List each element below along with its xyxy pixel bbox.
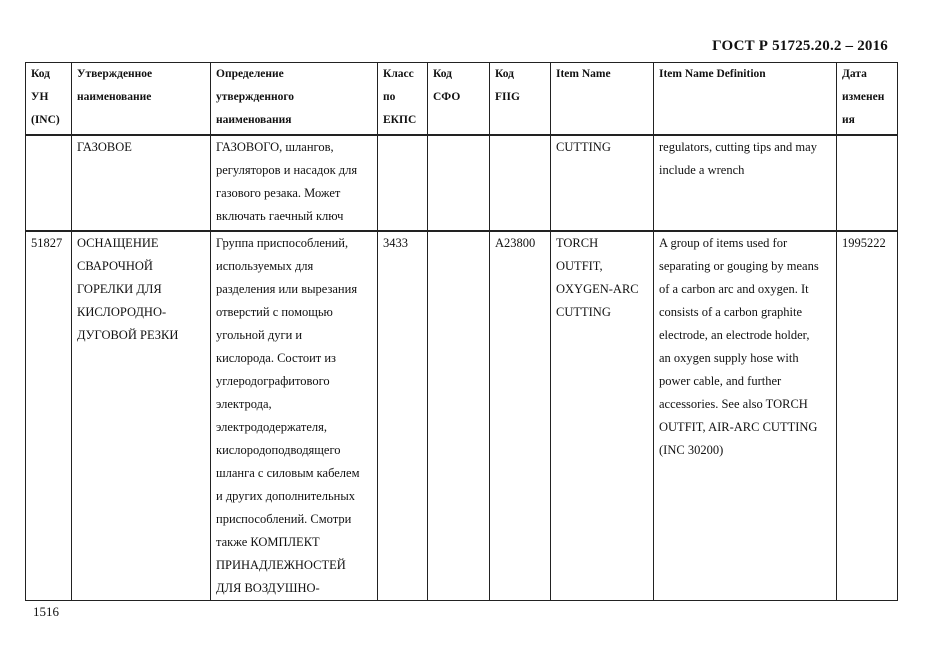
header-line: Утвержденное bbox=[77, 68, 153, 80]
cell-line: угольной дуги и bbox=[216, 328, 303, 342]
cell-class bbox=[378, 231, 428, 601]
cell-line: 3433 bbox=[383, 236, 408, 250]
cell-line: отверстий с помощью bbox=[216, 305, 333, 319]
cell-line: газового резака. Может bbox=[216, 186, 341, 200]
cell-name-ru bbox=[72, 135, 211, 231]
cell-line: OXYGEN-ARC bbox=[556, 282, 639, 296]
cell-line: electrode, an electrode holder, bbox=[659, 328, 810, 342]
cell-line: электрода, bbox=[216, 397, 272, 411]
cell-line: ГАЗОВОГО, шлангов, bbox=[216, 140, 334, 154]
header-line: наименование bbox=[77, 91, 152, 103]
cell-line: accessories. See also TORCH bbox=[659, 397, 808, 411]
header-line: наименования bbox=[216, 114, 292, 126]
table-header-row bbox=[26, 63, 898, 136]
header-line: изменен bbox=[842, 91, 885, 103]
cell-line: 51827 bbox=[31, 236, 63, 250]
cell-line: кислородоподводящего bbox=[216, 443, 341, 457]
cell-line: OUTFIT, bbox=[556, 259, 603, 273]
document-code: ГОСТ Р 51725.20.2 – 2016 bbox=[712, 38, 888, 54]
cell-line: ГОРЕЛКИ ДЛЯ bbox=[77, 282, 162, 296]
cell-name-ru bbox=[72, 231, 211, 601]
cell-line: CUTTING bbox=[556, 305, 611, 319]
cell-line: regulators, cutting tips and may bbox=[659, 140, 817, 154]
header-sfo bbox=[428, 63, 490, 136]
cell-date bbox=[837, 231, 898, 601]
header-definition-en bbox=[654, 63, 837, 136]
cell-line: КИСЛОРОДНО- bbox=[77, 305, 167, 319]
page-number: 1516 bbox=[33, 604, 59, 619]
cell-line: углеродографитового bbox=[216, 374, 330, 388]
cell-line: (INC 30200) bbox=[659, 443, 724, 457]
header-class bbox=[378, 63, 428, 136]
header-line: Код bbox=[433, 68, 453, 80]
cell-line: и других дополнительных bbox=[216, 489, 355, 503]
cell-line: ДЛЯ ВОЗДУШНО- bbox=[216, 581, 320, 595]
cell-line: 1995222 bbox=[842, 236, 886, 250]
table-row bbox=[26, 231, 898, 601]
cell-line: TORCH bbox=[556, 236, 599, 250]
item-names-table bbox=[25, 62, 898, 601]
cell-sfo bbox=[428, 231, 490, 601]
cell-line: регуляторов и насадок для bbox=[216, 163, 358, 177]
cell-line: ОСНАЩЕНИЕ bbox=[77, 236, 159, 250]
cell-line: A group of items used for bbox=[659, 236, 788, 250]
header-item-name bbox=[551, 63, 654, 136]
header-line: Код bbox=[495, 68, 515, 80]
cell-class bbox=[378, 135, 428, 231]
cell-fiig bbox=[490, 231, 551, 601]
cell-line: of a carbon arc and oxygen. It bbox=[659, 282, 809, 296]
header-line: ЕКПС bbox=[383, 114, 417, 126]
cell-line: разделения или вырезания bbox=[216, 282, 358, 296]
header-line: Код bbox=[31, 68, 51, 80]
cell-fiig bbox=[490, 135, 551, 231]
cell-line: шланга с силовым кабелем bbox=[216, 466, 360, 480]
cell-line: separating or gouging by means bbox=[659, 259, 819, 273]
cell-line: кислорода. Состоит из bbox=[216, 351, 336, 365]
header-fiig bbox=[490, 63, 551, 136]
header-inc bbox=[26, 63, 72, 136]
header-line: по bbox=[383, 91, 396, 103]
cell-line: также КОМПЛЕКТ bbox=[216, 535, 320, 549]
header-date bbox=[837, 63, 898, 136]
cell-line: используемых для bbox=[216, 259, 314, 273]
cell-line: OUTFIT, AIR-ARC CUTTING bbox=[659, 420, 818, 434]
cell-line: include a wrench bbox=[659, 163, 745, 177]
header-line: Класс bbox=[383, 68, 414, 80]
cell-definition-ru bbox=[211, 231, 378, 601]
header-line: Item Name Definition bbox=[659, 68, 766, 80]
cell-item-name bbox=[551, 135, 654, 231]
cell-line: power cable, and further bbox=[659, 374, 782, 388]
header-line: Дата bbox=[842, 68, 867, 80]
cell-definition-en bbox=[654, 231, 837, 601]
cell-line: ГАЗОВОЕ bbox=[77, 140, 132, 154]
header-line: Определение bbox=[216, 68, 284, 80]
cell-inc bbox=[26, 231, 72, 601]
table-row bbox=[26, 135, 898, 231]
cell-line: приспособлений. Смотри bbox=[216, 512, 352, 526]
cell-line: включать гаечный ключ bbox=[216, 209, 344, 223]
cell-line: A23800 bbox=[495, 236, 536, 250]
cell-definition-en bbox=[654, 135, 837, 231]
cell-line: ДУГОВОЙ РЕЗКИ bbox=[77, 328, 179, 342]
cell-definition-ru bbox=[211, 135, 378, 231]
cell-line: Группа приспособлений, bbox=[216, 236, 349, 250]
header-line: (INC) bbox=[31, 114, 60, 126]
cell-line: an oxygen supply hose with bbox=[659, 351, 799, 365]
cell-line: CUTTING bbox=[556, 140, 611, 154]
header-line: утвержденного bbox=[216, 91, 295, 103]
cell-item-name bbox=[551, 231, 654, 601]
cell-line: consists of a carbon graphite bbox=[659, 305, 803, 319]
header-definition-ru bbox=[211, 63, 378, 136]
header-line: ия bbox=[842, 114, 855, 126]
cell-date bbox=[837, 135, 898, 231]
header-line: СФО bbox=[433, 91, 461, 103]
cell-line: СВАРОЧНОЙ bbox=[77, 259, 153, 273]
header-line: УН bbox=[31, 91, 49, 103]
header-line: Item Name bbox=[556, 68, 611, 80]
cell-line: электрододержателя, bbox=[216, 420, 327, 434]
cell-line: ПРИНАДЛЕЖНОСТЕЙ bbox=[216, 558, 346, 572]
cell-sfo bbox=[428, 135, 490, 231]
cell-inc bbox=[26, 135, 72, 231]
header-line: FIIG bbox=[495, 91, 520, 103]
header-name-ru bbox=[72, 63, 211, 136]
